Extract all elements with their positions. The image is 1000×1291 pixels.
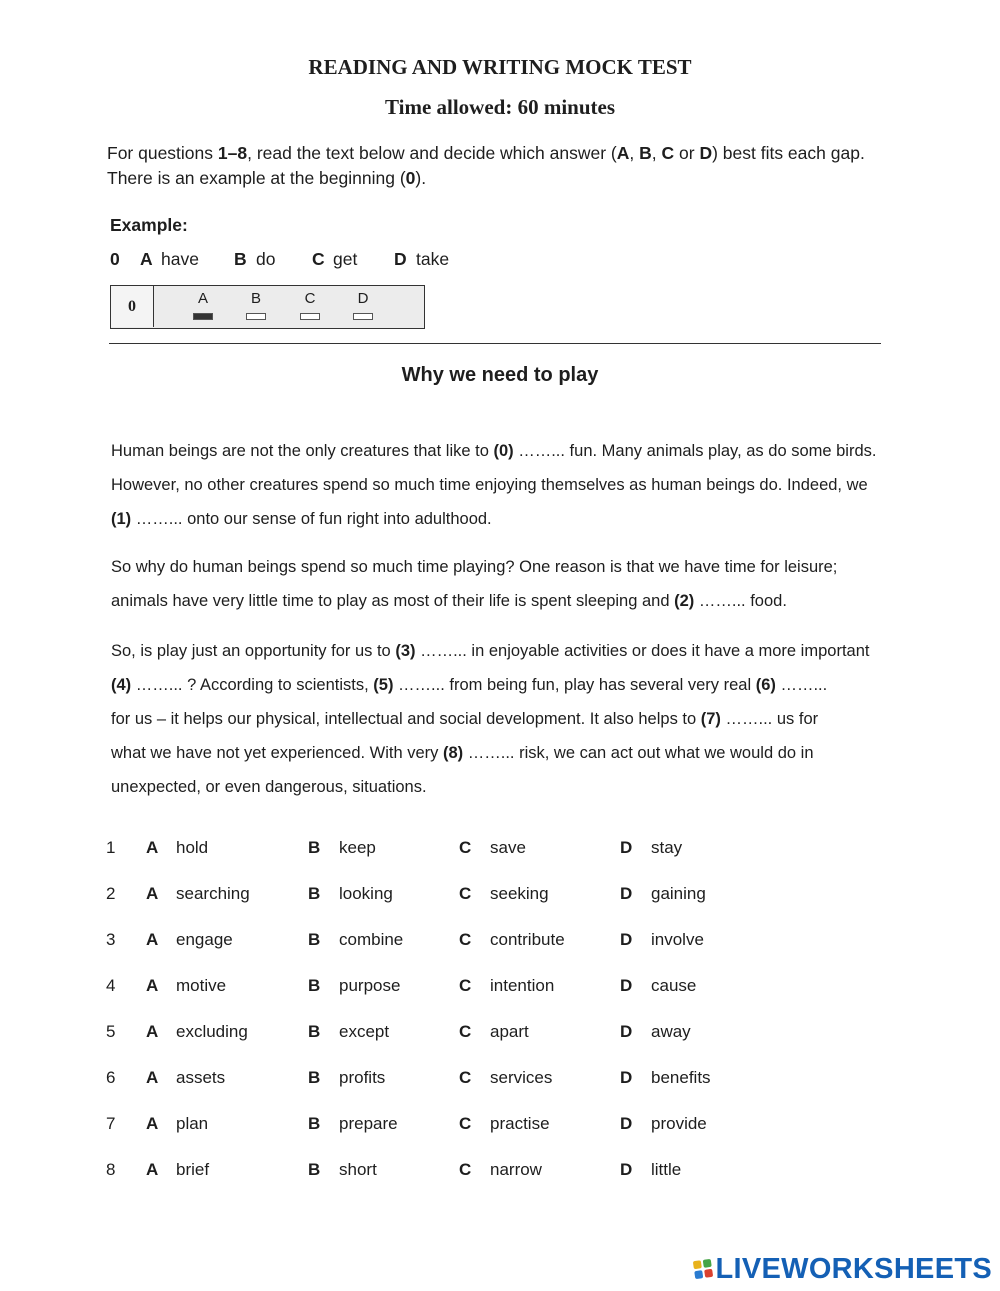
brand-name: LIVEWORKSHEETS — [715, 1252, 992, 1285]
option-a[interactable]: plan — [176, 1114, 209, 1133]
logo-block — [692, 1260, 701, 1269]
example-option-word: take — [416, 249, 450, 269]
option-a[interactable]: searching — [176, 884, 250, 903]
option-letter: D — [620, 976, 633, 995]
option-letter: B — [308, 1114, 321, 1133]
option-letter: C — [459, 930, 472, 949]
question-row — [106, 976, 806, 1000]
passage-paragraph-1 — [111, 434, 896, 536]
logo-block — [702, 1259, 711, 1268]
option-letter: B — [308, 1160, 321, 1179]
option-letter: B — [308, 930, 321, 949]
question-number: 6 — [106, 1068, 116, 1087]
option-letter: A — [146, 930, 159, 949]
option-letter: D — [620, 930, 633, 949]
option-letter: A — [146, 1022, 159, 1041]
passage-line: unexpected, or even dangerous, situations. — [111, 778, 427, 796]
answer-choice-c: C — [298, 290, 322, 320]
option-letter: C — [459, 976, 472, 995]
option-c[interactable]: contribute — [490, 930, 565, 949]
option-letter: A — [146, 1160, 159, 1179]
question-row — [106, 838, 806, 862]
example-option-letter: C — [312, 249, 325, 269]
option-letter: C — [459, 1022, 472, 1041]
question-number: 8 — [106, 1160, 116, 1179]
test-title: READING AND WRITING MOCK TEST — [308, 55, 692, 79]
option-b[interactable]: prepare — [339, 1114, 398, 1133]
example-option-letter: A — [140, 249, 153, 269]
section-divider — [109, 343, 881, 344]
passage-paragraph-3 — [111, 634, 896, 804]
option-a[interactable]: motive — [176, 976, 227, 995]
option-letter: A — [146, 1068, 159, 1087]
question-number: 3 — [106, 930, 116, 949]
option-letter: B — [308, 976, 321, 995]
option-letter: D — [620, 838, 633, 857]
time-allowed: Time allowed: 60 minutes — [384, 95, 616, 119]
instructions-line-2: There is an example at the beginning (0). — [107, 168, 427, 188]
option-d[interactable]: gaining — [651, 884, 706, 903]
answer-choice-b: B — [244, 290, 268, 320]
liveworksheets-logo — [694, 1254, 993, 1284]
option-b[interactable]: short — [339, 1160, 377, 1179]
answer-mark-empty — [353, 313, 373, 320]
option-b[interactable]: purpose — [339, 976, 401, 995]
option-letter: C — [459, 1114, 472, 1133]
question-number: 4 — [106, 976, 116, 995]
option-d[interactable]: benefits — [651, 1068, 711, 1087]
answer-mark-filled — [193, 313, 213, 320]
option-a[interactable]: assets — [176, 1068, 226, 1087]
option-b[interactable]: looking — [339, 884, 393, 903]
question-number: 2 — [106, 884, 116, 903]
option-c[interactable]: seeking — [490, 884, 549, 903]
option-a[interactable]: hold — [176, 838, 209, 857]
example-answer-box — [110, 285, 425, 329]
instructions-line-1: For questions 1–8, read the text below and decide which answer (A, B, C or D) best fits each gap. — [107, 143, 865, 163]
passage-title: Why we need to play — [401, 364, 599, 386]
question-row — [106, 1160, 806, 1184]
option-c[interactable]: apart — [490, 1022, 529, 1041]
question-row — [106, 1068, 806, 1092]
answer-choice-a: A — [191, 290, 215, 320]
passage-line: for us – it helps our physical, intellectual and social development. It also helps to (7) ……... us for — [111, 710, 819, 728]
option-letter: B — [308, 838, 321, 857]
passage-line: animals have very little time to play as most of their life is spent sleeping and (2) ……... food. — [111, 592, 787, 610]
option-letter: A — [146, 884, 159, 903]
instructions — [107, 141, 907, 191]
option-letter: B — [308, 1068, 321, 1087]
question-number: 5 — [106, 1022, 116, 1041]
option-b[interactable]: combine — [339, 930, 404, 949]
option-c[interactable]: intention — [490, 976, 555, 995]
option-letter: D — [620, 1022, 633, 1041]
answer-box-number: 0 — [111, 286, 154, 327]
option-letter: D — [620, 1068, 633, 1087]
option-letter: C — [459, 884, 472, 903]
option-c[interactable]: practise — [490, 1114, 550, 1133]
option-d[interactable]: stay — [651, 838, 683, 857]
option-letter: B — [308, 884, 321, 903]
passage-paragraph-2 — [111, 550, 896, 618]
logo-block — [704, 1269, 713, 1278]
question-row — [106, 884, 806, 908]
example-option-word: get — [333, 249, 358, 269]
option-c[interactable]: services — [490, 1068, 553, 1087]
question-row — [106, 1022, 806, 1046]
option-letter: D — [620, 884, 633, 903]
option-d[interactable]: away — [651, 1022, 691, 1041]
example-label: Example: — [110, 215, 188, 235]
option-letter: A — [146, 976, 159, 995]
option-letter: D — [620, 1114, 633, 1133]
question-row — [106, 1114, 806, 1138]
option-letter: D — [620, 1160, 633, 1179]
example-options — [110, 249, 510, 273]
passage-line: Human beings are not the only creatures that like to (0) ……... fun. Many animals play, as do some birds. — [111, 442, 877, 460]
option-letter: C — [459, 838, 472, 857]
passage-line: (4) ……... ? According to scientists, (5) ……... from being fun, play has several very real (6) ……... — [111, 676, 828, 694]
option-d[interactable]: provide — [651, 1114, 707, 1133]
option-letter: B — [308, 1022, 321, 1041]
answer-mark-empty — [246, 313, 266, 320]
question-number: 1 — [106, 838, 116, 857]
example-option-letter: D — [394, 249, 407, 269]
passage-line: However, no other creatures spend so much time enjoying themselves as human beings do. Indeed, we — [111, 476, 868, 494]
option-d[interactable]: involve — [651, 930, 704, 949]
option-b[interactable]: profits — [339, 1068, 386, 1087]
option-letter: A — [146, 1114, 159, 1133]
option-c[interactable]: narrow — [490, 1160, 542, 1179]
option-d[interactable]: cause — [651, 976, 697, 995]
option-letter: C — [459, 1160, 472, 1179]
logo-block — [694, 1270, 703, 1279]
example-option-letter: B — [234, 249, 247, 269]
question-number: 7 — [106, 1114, 116, 1133]
passage-line: So, is play just an opportunity for us to (3) ……... in enjoyable activities or does it have a more important — [111, 642, 870, 660]
answer-mark-empty — [300, 313, 320, 320]
example-option-word: have — [161, 249, 199, 269]
option-b[interactable]: keep — [339, 838, 376, 857]
question-row — [106, 930, 806, 954]
option-letter: C — [459, 1068, 472, 1087]
passage-line: what we have not yet experienced. With very (8) ……... risk, we can act out what we would do in — [111, 744, 814, 762]
liveworksheets-logo-icon — [692, 1259, 712, 1279]
example-number: 0 — [110, 249, 120, 269]
option-letter: A — [146, 838, 159, 857]
option-a[interactable]: engage — [176, 930, 233, 949]
passage-line: (1) ……... onto our sense of fun right into adulthood. — [111, 510, 492, 528]
option-d[interactable]: little — [651, 1160, 682, 1179]
answer-choice-d: D — [351, 290, 375, 320]
passage-line: So why do human beings spend so much time playing? One reason is that we have time for leisure; — [111, 558, 838, 576]
option-b[interactable]: except — [339, 1022, 390, 1041]
option-a[interactable]: excluding — [176, 1022, 248, 1041]
example-option-word: do — [256, 249, 276, 269]
option-c[interactable]: save — [490, 838, 526, 857]
option-a[interactable]: brief — [176, 1160, 210, 1179]
